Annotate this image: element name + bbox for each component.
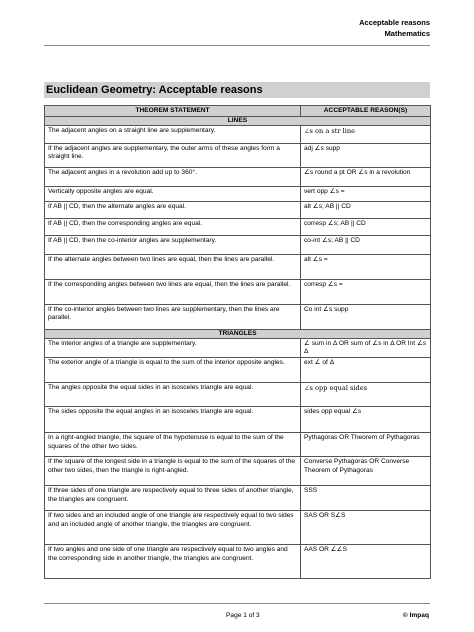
page-number: Page 1 of 3 [226, 612, 260, 619]
table-row [45, 407, 431, 433]
reason-cell: AAS OR ∠∠S [301, 545, 431, 579]
theorem-cell: If AB || CD, then the alternate angles are equal. [45, 202, 301, 219]
reason-cell: co-int ∠s; AB || CD [301, 236, 431, 255]
theorem-cell: If AB || CD, then the co-interior angles are supplementary. [45, 236, 301, 255]
reason-cell: alt ∠s = [301, 255, 431, 280]
reason-cell: adj ∠s supp [301, 144, 431, 168]
reason-cell: alt ∠s; AB || CD [301, 202, 431, 219]
theorem-cell: The sides opposite the equal angles in an isosceles triangle are equal. [45, 407, 301, 433]
reason-cell: ∠s opp equal sides [301, 383, 431, 407]
table-row [45, 219, 431, 236]
section-row-lines [45, 117, 431, 126]
section-row-triangles [45, 330, 431, 339]
theorem-cell: The exterior angle of a triangle is equal to the sum of the interior opposite angles. [45, 358, 301, 383]
reason-cell: ∠s round a pt OR ∠s in a revolution [301, 168, 431, 187]
header-divider [44, 45, 430, 46]
reason-cell: ∠s on a str line [301, 126, 431, 144]
table-row [45, 486, 431, 511]
theorem-cell: In a right-angled triangle, the square of the hypotenuse is equal to the sum of the squares of the other two sides. [45, 433, 301, 457]
reason-cell: SAS OR S∠S [301, 511, 431, 545]
theorem-cell: Vertically opposite angles are equal. [45, 187, 301, 202]
theorem-cell: If two angles and one side of one triangle are respectively equal to two angles and the corresponding side in another triangle, the triangles are congruent. [45, 545, 301, 579]
theorem-cell: If two sides and an included angle of one triangle are respectively equal to two sides and an included angle of another triangle, the triangles are congruent. [45, 511, 301, 545]
footer-divider [44, 603, 430, 604]
theorem-cell: If the adjacent angles are supplementary, the outer arms of these angles form a straight line. [45, 144, 301, 168]
reason-cell: corresp ∠s = [301, 280, 431, 305]
table-row [45, 126, 431, 144]
theorem-cell: The interior angles of a triangle are supplementary. [45, 339, 301, 358]
table-row [45, 236, 431, 255]
header-topic: Acceptable reasons [359, 18, 430, 27]
table-row [45, 187, 431, 202]
table-row [45, 144, 431, 168]
table-row [45, 383, 431, 407]
theorem-cell: If the alternate angles between two lines are equal, then the lines are parallel. [45, 255, 301, 280]
theorem-cell: The adjacent angles in a revolution add up to 360°. [45, 168, 301, 187]
page-title: Euclidean Geometry: Acceptable reasons [46, 84, 263, 96]
reason-cell: ∠ sum in Δ OR sum of ∠s in Δ OR Int ∠s Δ [301, 339, 431, 358]
theorem-cell: If three sides of one triangle are respectively equal to three sides of another triangle, the triangles are congruent. [45, 486, 301, 511]
section-title-lines: LINES [45, 117, 431, 126]
reason-cell: corresp ∠s; AB || CD [301, 219, 431, 236]
column-header-theorem: THEOREM STATEMENT [45, 106, 301, 117]
document-header [359, 17, 430, 39]
table-row [45, 433, 431, 457]
reason-cell: ext ∠ of Δ [301, 358, 431, 383]
table-row [45, 457, 431, 486]
table-row [45, 202, 431, 219]
theorem-cell: If the corresponding angles between two lines are equal, then the lines are parallel. [45, 280, 301, 305]
reason-cell: SSS [301, 486, 431, 511]
table-row [45, 358, 431, 383]
reason-cell: vert opp ∠s = [301, 187, 431, 202]
table-row [45, 255, 431, 280]
copyright-label: © Impaq [402, 612, 429, 619]
table-row [45, 305, 431, 330]
table-row [45, 511, 431, 545]
reasons-table [44, 105, 431, 579]
theorem-cell: If the square of the longest side in a triangle is equal to the sum of the squares of the other two sides, then the triangle is right-angled. [45, 457, 301, 486]
reason-cell: Co int ∠s supp [301, 305, 431, 330]
theorem-cell: If AB || CD, then the corresponding angles are equal. [45, 219, 301, 236]
table-row [45, 280, 431, 305]
table-header-row [45, 106, 431, 117]
header-subject: Mathematics [384, 29, 430, 38]
column-header-reason: ACCEPTABLE REASON(S) [301, 106, 431, 117]
section-title-triangles: TRIANGLES [45, 330, 431, 339]
table-row [45, 339, 431, 358]
table-row [45, 545, 431, 579]
reason-cell: sides opp equal ∠s [301, 407, 431, 433]
table-row [45, 168, 431, 187]
theorem-cell: The adjacent angles on a straight line are supplementary. [45, 126, 301, 144]
theorem-cell: If the co-interior angles between two lines are supplementary, then the lines are parallel. [45, 305, 301, 330]
reason-cell: Converse Pythagoras OR Converse Theorem of Pythagoras [301, 457, 431, 486]
theorem-cell: The angles opposite the equal sides in an isosceles triangle are equal. [45, 383, 301, 407]
reason-cell: Pythagoras OR Theorem of Pythagoras [301, 433, 431, 457]
